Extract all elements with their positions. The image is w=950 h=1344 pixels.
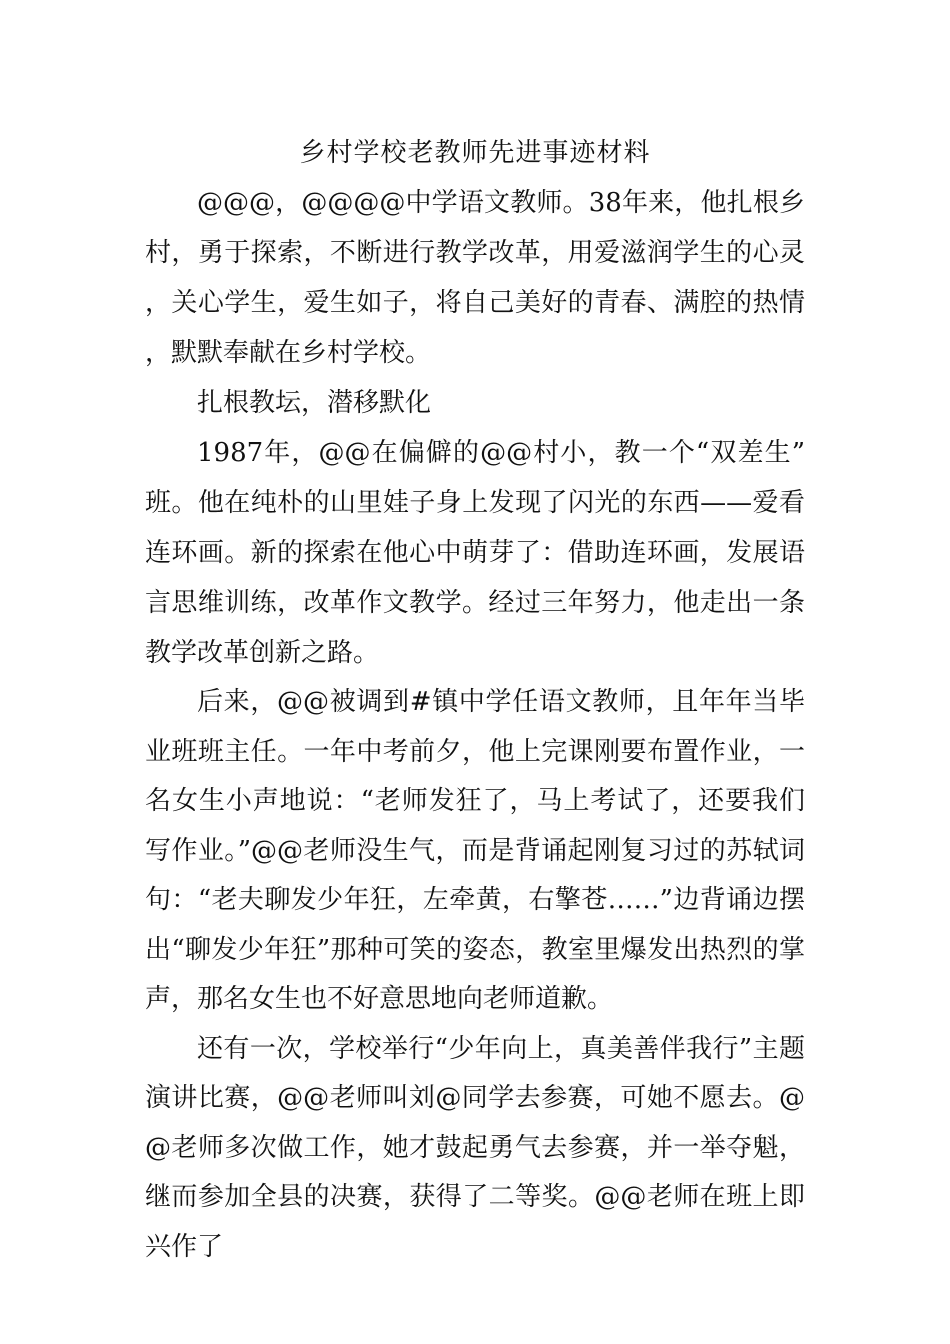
document-title: 乡村学校老教师先进事迹材料 <box>299 138 651 168</box>
paragraph-transfer: 后来，@@被调到#镇中学任语文教师，且年年当毕业班班主任。一年中考前夕，他上完课刚要布置作业，一名女生小声地说：“老师发狂了，马上考试了，还要我们写作业。”@@老师没生气，而是背诵起刚复习过的苏轼词句：“老夫聊发少年狂，左牵黄，右擎苍……”边背诵边摆出“聊发少年狂”那种可笑的姿态，教室里爆发出热烈的掌声，那名女生也不好意思地向老师道歉。 <box>145 687 805 1014</box>
section-heading: 扎根教坛，潜移默化 <box>197 388 432 418</box>
paragraph-speech-contest: 还有一次，学校举行“少年向上，真美善伴我行”主题演讲比赛，@@老师叫刘@同学去参赛，可她不愿去。@@老师多次做工作，她才鼓起勇气去参赛，并一举夺魁，继而参加全县的决赛，获得了二等奖。@@老师在班上即兴作了 <box>145 1033 805 1262</box>
paragraph-1987: 1987年，@@在偏僻的@@村小，教一个“双差生”班。他在纯朴的山里娃子身上发现了闪光的东西——爱看连环画。新的探索在他心中萌芽了：借助连环画，发展语言思维训练，改革作文教学。经过三年努力，他走出一条教学改革创新之路。 <box>145 438 805 668</box>
document-body <box>145 128 805 1272</box>
paragraph-intro: @@@，@@@@中学语文教师。38年来，他扎根乡村，勇于探索，不断进行教学改革，用爱滋润学生的心灵，关心学生，爱生如子，将自己美好的青春、满腔的热情，默默奉献在乡村学校。 <box>145 188 805 368</box>
